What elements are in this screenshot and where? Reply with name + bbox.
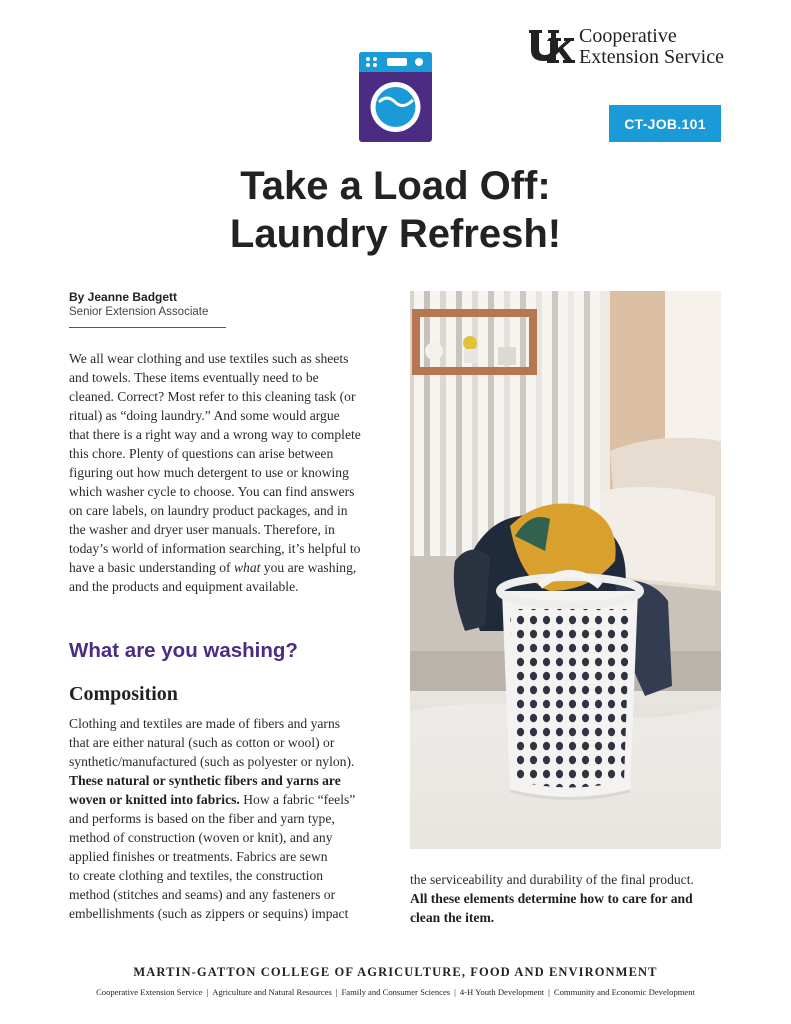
uk-logo-icon (527, 28, 575, 64)
intro-line: the washer and dryer user manuals. Therefore, in (69, 522, 335, 537)
page-title (0, 162, 791, 258)
intro-line: and the products and equipment available. (69, 579, 299, 594)
composition-line: embellishments (such as zippers or sequins) impact (69, 906, 349, 921)
intro-text: you are washing, (260, 560, 357, 575)
composition-line: applied finishes or treatments. Fabrics are sewn (69, 849, 328, 864)
org-name-line1: Cooperative (579, 25, 677, 47)
washing-machine-icon (359, 52, 432, 142)
composition-line: synthetic/manufactured (such as polyester or nylon). (69, 754, 355, 769)
footer-unit: 4-H Youth Development (459, 987, 545, 997)
footer-unit: Cooperative Extension Service (96, 987, 203, 997)
title-line2: Laundry Refresh! (229, 212, 562, 256)
org-name-line2: Extension Service (579, 46, 724, 68)
composition-bold: clean the item. (410, 910, 495, 925)
composition-paragraph (69, 714, 389, 923)
composition-line: that are either natural (such as cotton or wool) or (69, 735, 335, 750)
intro-line: this chore. Plenty of questions can arise between (69, 446, 334, 461)
composition-line: and performs is based on the fiber and yarn type, (69, 811, 335, 826)
footer-unit: Family and Consumer Sciences (341, 987, 451, 997)
composition-line (410, 889, 730, 908)
intro-line: We all wear clothing and use textiles such as sheets (69, 351, 349, 366)
intro-line: cleaned. Correct? Most refer to this cleaning task (or (69, 389, 356, 404)
composition-text: How a fabric “feels” (239, 792, 356, 807)
footer-unit: Community and Economic Development (553, 987, 695, 997)
intro-line: on care labels, on laundry product packages, and in (69, 503, 348, 518)
composition-line: the serviceability and durability of the final product. (410, 872, 694, 887)
author-divider (69, 327, 226, 328)
composition-bold: woven or knitted into fabrics. (69, 792, 240, 807)
composition-bold: All these elements determine how to care for and (410, 891, 693, 906)
composition-line (69, 771, 389, 790)
intro-line: figuring out how much detergent to use or knowing (69, 465, 349, 480)
author-name: By Jeanne Badgett (69, 290, 178, 304)
sub-heading: Composition (69, 683, 178, 705)
title-line1: Take a Load Off: (240, 164, 551, 208)
intro-line: ritual) as “doing laundry.” And some would argue (69, 408, 340, 423)
footer-unit: Agriculture and Natural Resources (212, 987, 332, 997)
laundry-basket-photo (410, 291, 721, 849)
composition-line (410, 908, 730, 927)
intro-emphasis: what (233, 560, 261, 575)
intro-line (69, 558, 389, 577)
composition-line: Clothing and textiles are made of fibers and yarns (69, 716, 341, 731)
publication-code-badge: CT-JOB.101 (609, 105, 721, 142)
intro-line: today’s world of information searching, it’s helpful to (69, 541, 361, 556)
composition-line: method of construction (woven or knit), and any (69, 830, 333, 845)
footer-units: Cooperative Extension Service | Agriculture and Natural Resources | Family and Consumer Sciences | 4-H Youth Development | Community and Economic Development (96, 987, 695, 997)
footer-college-name: MARTIN-GATTON COLLEGE OF AGRICULTURE, FOOD AND ENVIRONMENT (133, 965, 658, 979)
intro-text: have a basic understanding of (69, 560, 234, 575)
composition-line: to create clothing and textiles, the construction (69, 868, 324, 883)
intro-line: that there is a right way and a wrong way to complete (69, 427, 361, 442)
section-heading: What are you washing? (69, 639, 298, 662)
intro-paragraph (69, 349, 389, 596)
intro-line: which washer cycle to choose. You can find answers (69, 484, 355, 499)
composition-line (69, 790, 389, 809)
composition-line: method (stitches and seams) and any fasteners or (69, 887, 336, 902)
composition-paragraph-continued (410, 870, 730, 927)
author-role: Senior Extension Associate (69, 306, 209, 318)
org-name (579, 26, 724, 68)
intro-line: and towels. These items eventually need to be (69, 370, 319, 385)
composition-bold: These natural or synthetic fibers and yarns are (69, 773, 341, 788)
